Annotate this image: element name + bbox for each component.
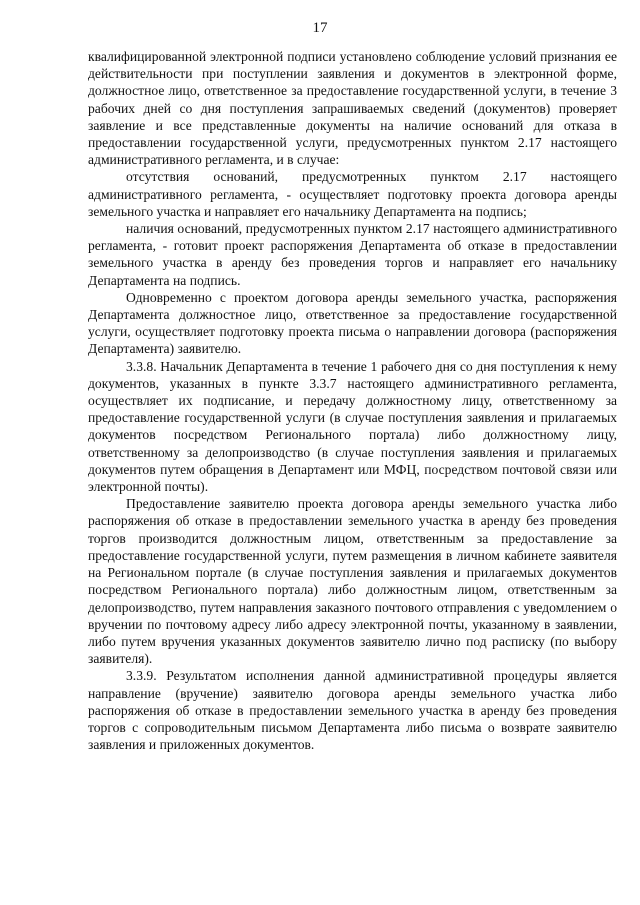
paragraph-3-3-8: 3.3.8. Начальник Департамента в течение 1 рабочего дня со дня поступления к нему документов, указанных в пункте 3.3.7 настоящего административного регламента, осуществляет их подписание, и передачу должностному лицу, ответственному за предоставление государственной услуги (в случае поступления заявления и прилагаемых документов посредством Регионального портала) либо должностному лицу, ответственному за делопроизводство (в случае поступления заявления и прилагаемых документов путем обращения в Департамент или МФЦ, посредством почтовой связи или электронной почты). bbox=[88, 358, 617, 495]
paragraph-no-grounds: отсутствия оснований, предусмотренных пунктом 2.17 настоящего административного регламента, - осуществляет подготовку проекта договора аренды земельного участка и направляет его начальнику Департамента на подпись; bbox=[88, 169, 617, 219]
page-number: 17 bbox=[312, 20, 328, 36]
paragraph-simultaneously: Одновременно с проектом договора аренды земельного участка, распоряжения Департамента должностное лицо, ответственное за предоставление государственной услуги, осуществляет подготовку проекта письма о направлении договора (распоряжения Департамента) заявителю. bbox=[88, 289, 617, 357]
document-body bbox=[88, 48, 617, 753]
paragraph-grounds-present: наличия оснований, предусмотренных пунктом 2.17 настоящего административного регламента, - готовит проект распоряжения Департамента об отказе в предоставлении земельного участка в аренду без проведения торгов и направляет его начальнику Департамента на подпись. bbox=[88, 221, 617, 288]
paragraph-3-3-9: 3.3.9. Результатом исполнения данной административной процедуры является направление (вручение) заявителю договора аренды земельного участка либо распоряжения об отказе в предоставлении земельного участка в аренду без проведения торгов с сопроводительным письмом Департамента либо письма о возврате заявителю заявления и приложенных документов. bbox=[88, 668, 617, 753]
paragraph-continuation: квалифицированной электронной подписи установлено соблюдение условий признания ее действительности при поступлении заявления и документов в электронной форме, должностное лицо, ответственное за предоставление государственной услуги, в течение 3 рабочих дней со дня поступления запрашиваемых сведений (документов) проверяет заявление и все представленные документы на наличие оснований для отказа в предоставлении государственной услуги, предусмотренных пунктом 2.17 настоящего административного регламента, и в случае: bbox=[88, 49, 617, 168]
paragraph-provision-to-applicant: Предоставление заявителю проекта договора аренды земельного участка либо распоряжения об отказе в предоставлении земельного участка в аренду без проведения торгов производится должностным лицом, ответственным за предоставление за предоставление государственной услуги, путем размещения в личном кабинете заявителя на Региональном портале (в случае поступления заявления и прилагаемых документов посредством Регионального портала) либо должностным лицом, ответственным за делопроизводство, путем направления заказного почтового отправления с уведомлением о вручении по почтовому адресу либо адресу электронной почты, указанному в заявлении, либо путем вручения указанных документов заявителю лично под расписку (по выбору заявителя). bbox=[88, 496, 617, 667]
